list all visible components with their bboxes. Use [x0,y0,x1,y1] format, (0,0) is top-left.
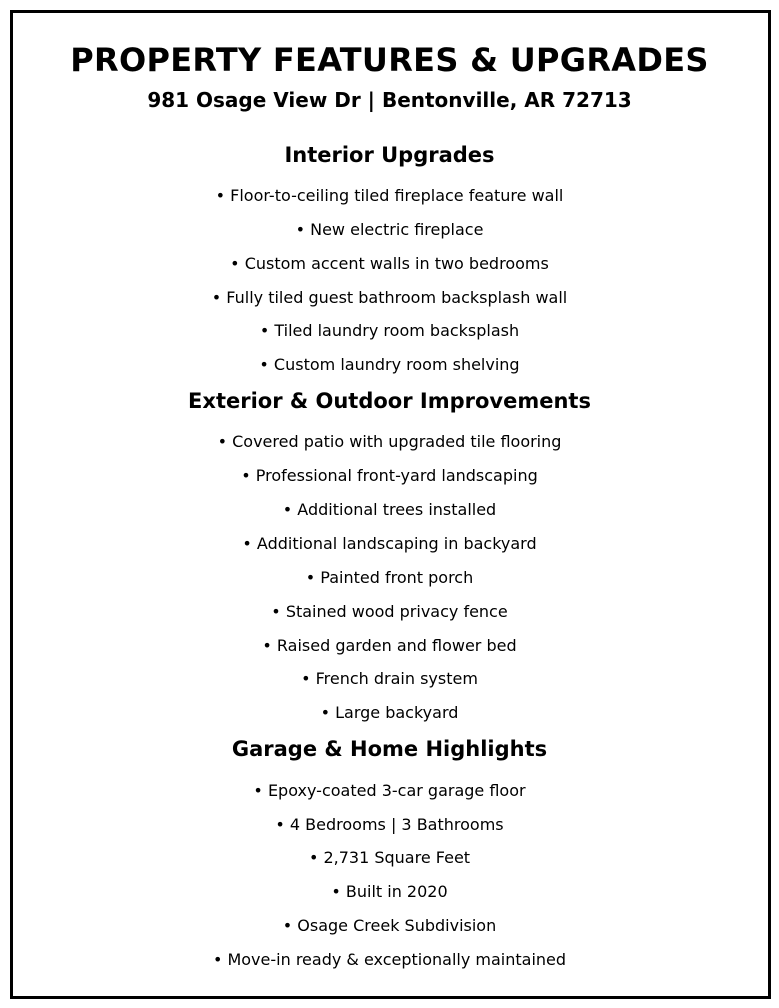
list-item: • Additional trees installed [282,500,497,519]
list-item: • Custom accent walls in two bedrooms [230,254,549,273]
list-item: • Floor-to-ceiling tiled fireplace feature wall [215,186,564,205]
list-item: • Painted front porch [305,568,474,587]
section-heading-exterior: Exterior & Outdoor Improvements [188,389,591,413]
property-address: 981 Osage View Dr | Bentonville, AR 72713 [147,88,632,112]
list-item: • New electric fireplace [295,220,484,239]
page-title: PROPERTY FEATURES & UPGRADES [70,41,709,79]
list-item: • Covered patio with upgraded tile flooring [217,432,562,451]
list-item: • Professional front-yard landscaping [241,466,538,485]
list-item: • 4 Bedrooms | 3 Bathrooms [275,815,504,834]
list-item: • Osage Creek Subdivision [282,916,497,935]
list-item: • Additional landscaping in backyard [242,534,537,553]
list-item: • French drain system [301,669,478,688]
section-heading-garage: Garage & Home Highlights [231,737,548,761]
list-item: • 2,731 Square Feet [308,848,471,867]
section-heading-interior: Interior Upgrades [284,143,495,167]
list-item: • Fully tiled guest bathroom backsplash wall [211,288,568,307]
list-item: • Tiled laundry room backsplash [259,321,520,340]
list-item: • Epoxy-coated 3-car garage floor [253,781,526,800]
list-item: • Built in 2020 [331,882,448,901]
list-item: • Raised garden and flower bed [262,636,517,655]
list-item: • Custom laundry room shelving [259,355,520,374]
list-item: • Move-in ready & exceptionally maintained [212,950,567,969]
list-item: • Stained wood privacy fence [271,602,508,621]
list-item: • Large backyard [320,703,459,722]
